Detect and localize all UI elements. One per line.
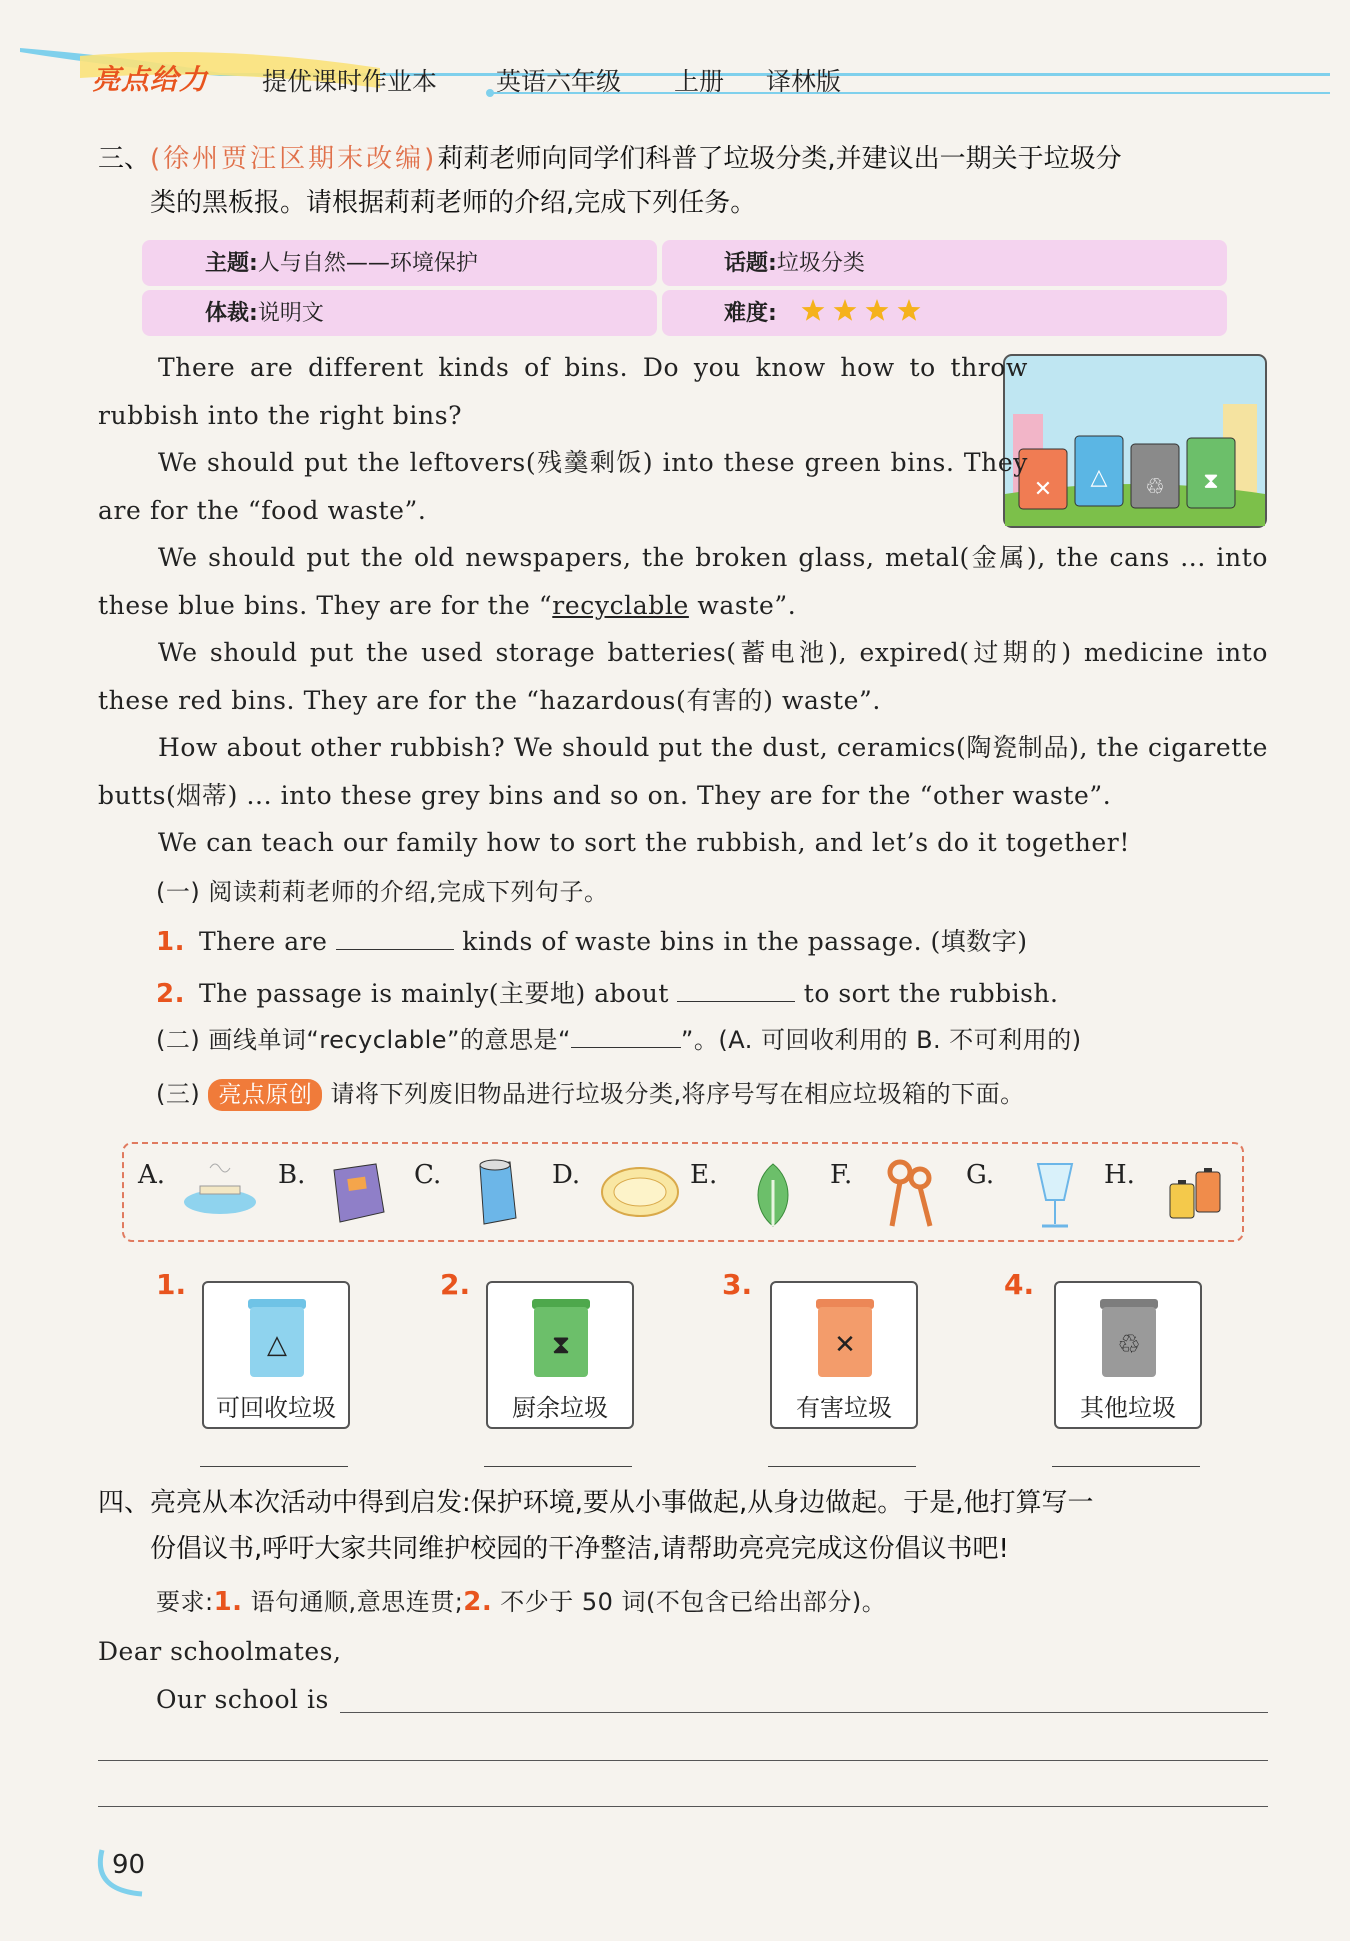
item-label-f: F. <box>830 1160 853 1190</box>
book-icon <box>326 1160 390 1226</box>
star-icon <box>866 299 889 321</box>
question-2: 2. The passage is mainly(主要地) about to sort the rubbish. <box>156 974 1058 1014</box>
bin-answer-line-1[interactable] <box>200 1466 348 1467</box>
passage-p4: We should put the used storage batteries(蓄电池), expired(过期的) medicine into these red bins. They are for the “hazardous(有害的) waste”. <box>98 638 1268 715</box>
food-bin-icon <box>488 1283 632 1393</box>
svg-text:✕: ✕ <box>834 1330 856 1360</box>
recycle-bin-icon <box>204 1283 348 1393</box>
section3-title: 三、(徐州贾汪区期末改编)莉莉老师向同学们科普了垃圾分类,并建议出一期关于垃圾分 <box>98 144 1122 174</box>
star-icon <box>898 299 921 321</box>
passage-p5: How about other rubbish? We should put the dust, ceramics(陶瓷制品), the cigarette butts(烟蒂) ... into these grey bins and so on. They are for the “other waste”. <box>98 733 1268 810</box>
glass-icon <box>1030 1160 1080 1234</box>
item-label-d: D. <box>552 1160 581 1190</box>
brand-logo: 亮点给力 <box>92 63 209 96</box>
bin-answer-line-2[interactable] <box>484 1466 632 1467</box>
item-label-h: H. <box>1104 1160 1135 1190</box>
q1-blank[interactable] <box>336 923 454 950</box>
subject-title: 英语六年级 <box>496 67 622 96</box>
info-genre: 体裁:说明文 <box>205 301 324 326</box>
bin-answer-line-3[interactable] <box>768 1466 916 1467</box>
bowl-icon <box>598 1162 682 1222</box>
section4-title: 四、亮亮从本次活动中得到启发:保护环境,要从小事做起,从身边做起。于是,他打算写一 <box>98 1488 1094 1518</box>
bin-answer-line-4[interactable] <box>1052 1466 1200 1467</box>
food-bin <box>486 1281 634 1429</box>
bin-num-1: 1. <box>156 1268 187 1301</box>
page-number: 90 <box>112 1850 146 1880</box>
cigarette-ashtray-icon <box>180 1158 260 1218</box>
section3-title-line2: 类的黑板报。请根据莉莉老师的介绍,完成下列任务。 <box>150 188 757 218</box>
info-topic: 话题:垃圾分类 <box>724 251 865 276</box>
bin-label-2: 厨余垃圾 <box>512 1394 608 1422</box>
hazardous-bin <box>770 1281 918 1429</box>
svg-text:⧗: ⧗ <box>551 1330 571 1360</box>
section4-title-line2: 份倡议书,呼吁大家共同维护校园的干净整洁,请帮助亮亮完成这份倡议书吧! <box>150 1534 1009 1564</box>
info-theme: 主题:人与自然——环境保护 <box>205 251 478 276</box>
bin-label-1: 可回收垃圾 <box>216 1394 336 1422</box>
letter-greeting: Dear schoolmates, <box>98 1637 342 1666</box>
bin-num-2: 2. <box>440 1268 471 1301</box>
original-badge: 亮点原创 <box>208 1079 322 1111</box>
svg-text:♲: ♲ <box>1117 1330 1141 1360</box>
star-icon <box>802 299 825 321</box>
item-label-e: E. <box>690 1160 718 1190</box>
item-label-a: A. <box>138 1160 166 1190</box>
other-bin <box>1054 1281 1202 1429</box>
part1-heading: (一) 阅读莉莉老师的介绍,完成下列句子。 <box>156 878 609 906</box>
bin-num-4: 4. <box>1004 1268 1035 1301</box>
q2-blank[interactable] <box>677 975 795 1002</box>
part3-question: (三) 亮点原创 请将下列废旧物品进行垃圾分类,将序号写在相应垃圾箱的下面。 <box>156 1074 1025 1114</box>
svg-text:△: △ <box>1090 465 1108 490</box>
svg-text:⧗: ⧗ <box>1203 469 1219 494</box>
batteries-icon <box>1164 1166 1234 1222</box>
recyclable-bin <box>202 1281 350 1429</box>
passage-p3: We should put the old newspapers, the broken glass, metal(金属), the cans ... into these blue bins. They are for the “recyclable waste”. <box>98 543 1268 620</box>
bin-label-3: 有害垃圾 <box>796 1394 892 1422</box>
passage-p6: We can teach our family how to sort the rubbish, and let’s do it together! <box>158 828 1130 857</box>
requirements: 要求:1. 语句通顺,意思连贯;2. 不少于 50 词(不包含已给出部分)。 <box>156 1587 887 1617</box>
question-1: 1. There are kinds of waste bins in the passage. (填数字) <box>156 922 1027 962</box>
hazardous-bin-icon <box>772 1283 916 1393</box>
part2-blank[interactable] <box>571 1021 681 1048</box>
letter-starter: Our school is <box>156 1685 329 1714</box>
source-note: (徐州贾汪区期末改编) <box>150 144 438 174</box>
item-label-b: B. <box>278 1160 306 1190</box>
underlined-word: recyclable <box>552 590 689 620</box>
vegetable-icon <box>748 1160 798 1230</box>
volume-title: 上册 <box>674 67 725 96</box>
item-label-c: C. <box>414 1160 442 1190</box>
keys-icon <box>880 1156 940 1236</box>
other-bin-icon <box>1056 1283 1200 1393</box>
edition-title: 译林版 <box>766 67 842 96</box>
svg-text:♲: ♲ <box>1145 475 1165 500</box>
reading-passage <box>98 344 1268 867</box>
can-icon <box>466 1158 526 1228</box>
series-title: 提优课时作业本 <box>262 67 438 96</box>
writing-line-1[interactable] <box>340 1712 1268 1713</box>
writing-line-3[interactable] <box>98 1806 1268 1807</box>
bin-label-4: 其他垃圾 <box>1080 1394 1176 1422</box>
svg-text:△: △ <box>267 1330 287 1360</box>
svg-text:✕: ✕ <box>1033 477 1053 502</box>
passage-p2: We should put the leftovers(残羹剩饭) into these green bins. They are for the “food waste”. <box>98 448 1028 525</box>
part2-question: (二) 画线单词“recyclable”的意思是“ ”。(A. 可回收利用的 B. 不可利用的) <box>156 1020 1082 1060</box>
bin-num-3: 3. <box>722 1268 753 1301</box>
writing-line-2[interactable] <box>98 1760 1268 1761</box>
difficulty-stars <box>800 296 930 326</box>
star-icon <box>834 299 857 321</box>
info-difficulty: 难度: <box>724 301 777 326</box>
item-label-g: G. <box>966 1160 995 1190</box>
passage-p1: There are different kinds of bins. Do you know how to throw rubbish into the right bins? <box>98 353 1028 430</box>
